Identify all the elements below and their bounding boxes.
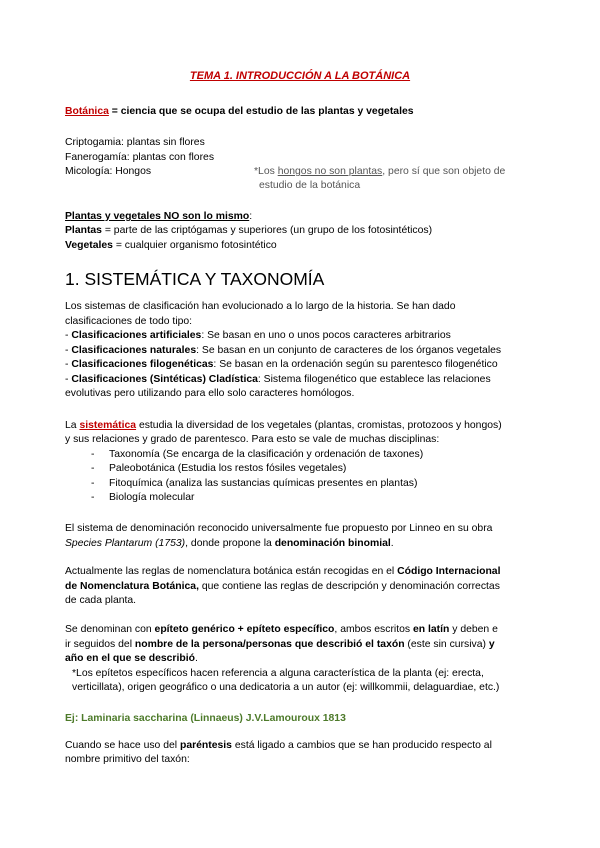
group-criptogamia: Criptogamia: plantas sin flores: [65, 137, 205, 148]
intro-line-1: Los sistemas de clasificación han evolucionado a lo largo de la historia. Se han dado: [65, 301, 456, 312]
classification-item: - Clasificaciones artificiales: Se basan en uno o unos pocos caracteres arbitrarios: [65, 330, 451, 341]
discipline-item: - Biología molecular: [91, 492, 195, 503]
epiteto-line-1: Se denominan con epíteto genérico + epíteto específico, ambos escritos en latín y deben e: [65, 624, 498, 635]
parentesis-line-1: Cuando se hace uso del paréntesis está ligado a cambios que se han producido respecto al: [65, 740, 492, 751]
hongos-note: *Los hongos no son plantas, pero sí que son objeto de: [254, 166, 506, 177]
classification-item: - Clasificaciones filogenéticas: Se basan en la ordenación según su parentesco filogenético: [65, 359, 498, 370]
classification-item: - Clasificaciones (Sintéticas) Cladística: Sistema filogenético que establece las relaciones: [65, 374, 491, 385]
section-heading: 1. SISTEMÁTICA Y TAXONOMÍA: [65, 269, 325, 289]
sistematica-line-1: La sistemática estudia la diversidad de los vegetales (plantas, cromistas, protozoos y hongos): [65, 420, 502, 431]
distinction-heading: Plantas y vegetales NO son lo mismo:: [65, 211, 253, 222]
epiteto-note-1: *Los epítetos específicos hacen referencia a alguna característica de la planta (ej: erecta,: [72, 668, 484, 679]
group-micologia: Micología: Hongos: [65, 166, 152, 177]
epiteto-note-2: verticillata), origen geográfico o una dedicatoria a un autor (ej: willkommii, delaguardiae, etc.): [72, 682, 500, 693]
intro-line-2: clasificaciones de todo tipo:: [65, 316, 193, 327]
codigo-line-3: de cada planta.: [65, 595, 137, 606]
discipline-item: - Paleobotánica (Estudia los restos fósiles vegetales): [91, 463, 347, 474]
codigo-line-2: de Nomenclatura Botánica, que contiene las reglas de descripción y denominación correctas: [65, 581, 500, 592]
plantas-definition: Plantas = parte de las criptógamas y superiores (un grupo de los fotosintéticos): [65, 225, 433, 236]
vegetales-definition: Vegetales = cualquier organismo fotosintético: [65, 240, 277, 251]
classification-cont: evolutivas pero utilizando para ello solo caracteres homólogos.: [65, 388, 355, 399]
botanica-term: Botánica: [65, 106, 109, 117]
epiteto-line-3: año en el que se describió.: [65, 653, 198, 664]
classification-item: - Clasificaciones naturales: Se basan en un conjunto de caracteres de los órganos vegetales: [65, 345, 502, 356]
group-fanerogamia: Fanerogamía: plantas con flores: [65, 152, 215, 163]
discipline-item: - Taxonomía (Se encarga de la clasificación y ordenación de taxones): [91, 449, 424, 460]
hongos-note-cont: estudio de la botánica: [259, 180, 361, 191]
codigo-line-1: Actualmente las reglas de nomenclatura botánica están recogidas en el Código Internacional: [65, 566, 501, 577]
linneo-line-1: El sistema de denominación reconocido universalmente fue propuesto por Linneo en su obra: [65, 523, 493, 534]
botanica-definition: Botánica = ciencia que se ocupa del estudio de las plantas y vegetales: [65, 106, 414, 117]
epiteto-line-2: ir seguidos del nombre de la persona/personas que describió el taxón (este sin cursiva) y: [65, 639, 495, 650]
sistematica-line-2: y sus relaciones y grado de parentesco. Para esto se vale de muchas disciplinas:: [65, 434, 440, 445]
example-name: Ej: Laminaria saccharina (Linnaeus) J.V.Lamouroux 1813: [65, 713, 346, 724]
page-title: TEMA 1. INTRODUCCIÓN A LA BOTÁNICA: [189, 70, 411, 82]
discipline-item: - Fitoquímica (analiza las sustancias químicas presentes en plantas): [91, 478, 418, 489]
linneo-line-2: Species Plantarum (1753), donde propone la denominación binomial.: [65, 538, 394, 549]
parentesis-line-2: nombre primitivo del taxón:: [65, 754, 190, 765]
